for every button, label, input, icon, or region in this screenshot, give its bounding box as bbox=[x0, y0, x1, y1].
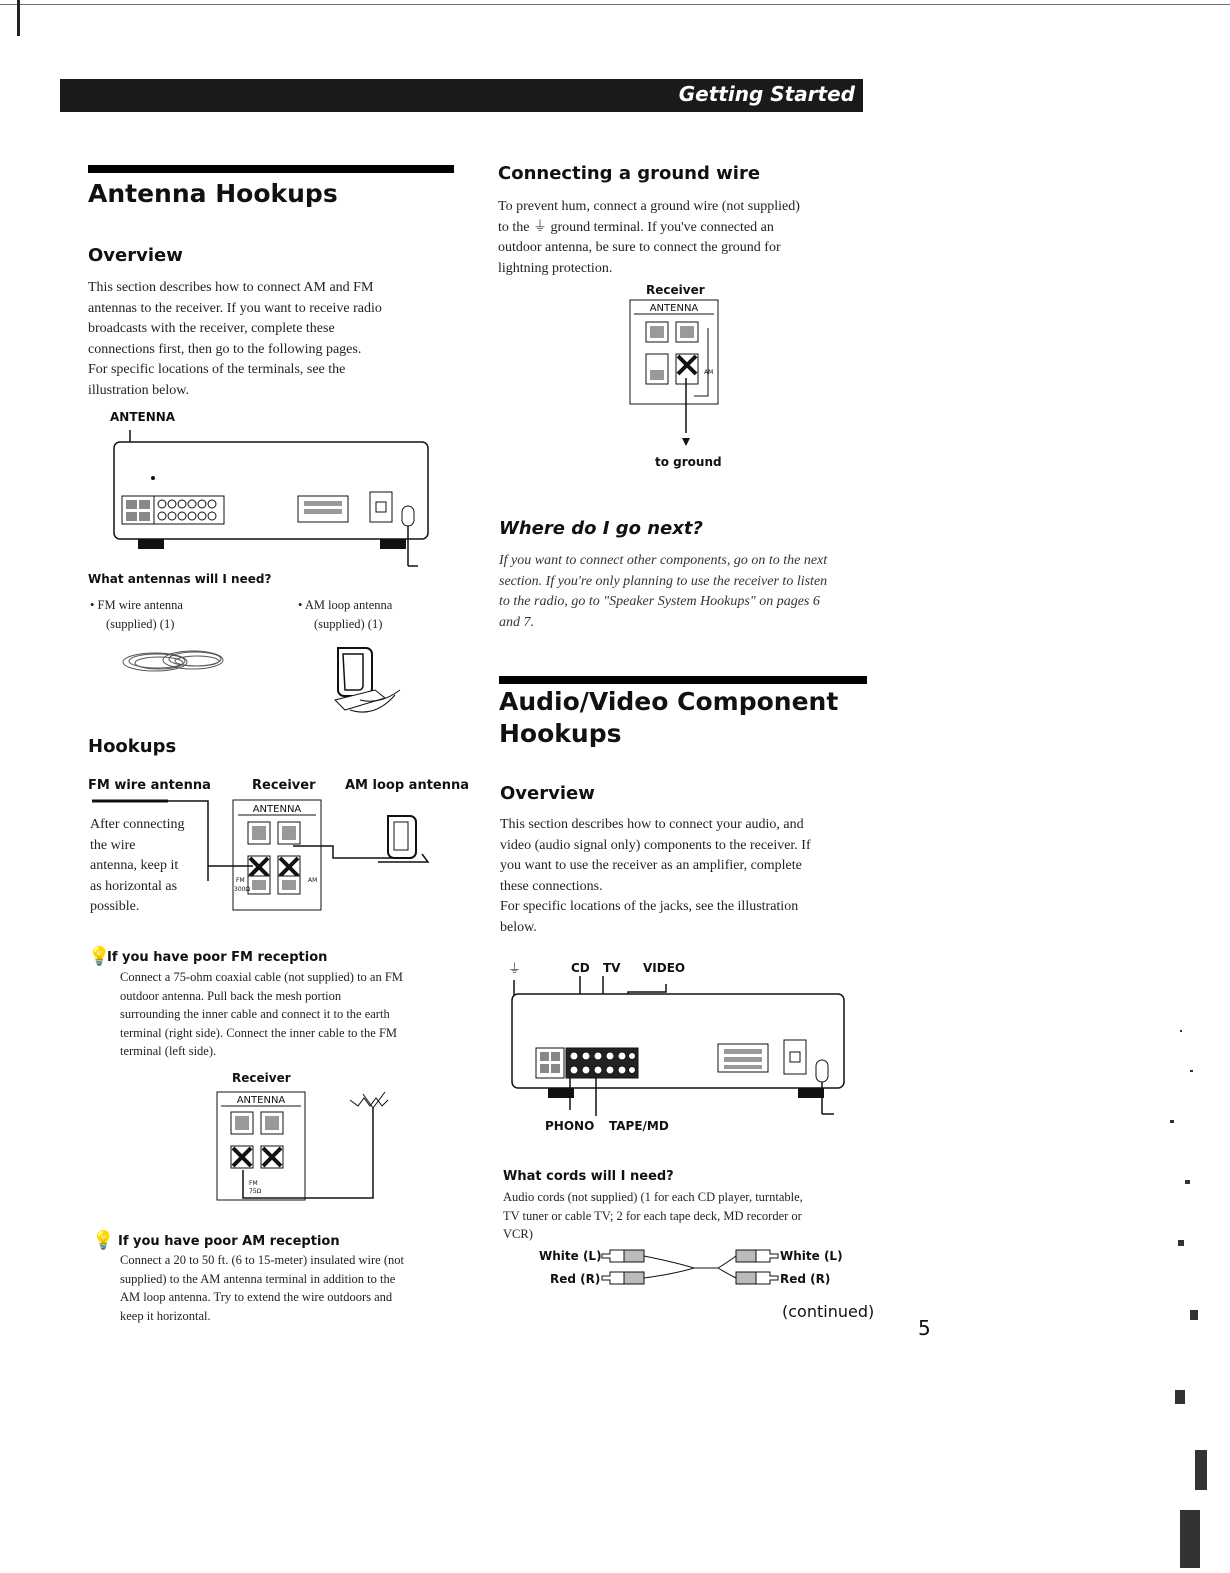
to-ground-label: to ground bbox=[655, 455, 722, 469]
cords-heading: What cords will I need? bbox=[503, 1169, 674, 1184]
title-rule-right bbox=[499, 676, 867, 684]
ground-symbol: ⏚ bbox=[508, 962, 522, 977]
antennas-needed-heading: What antennas will I need? bbox=[88, 572, 272, 586]
antenna-label: ANTENNA bbox=[110, 410, 176, 424]
tip-icon-am: 💡 bbox=[92, 1230, 115, 1250]
poor-fm-receiver-label: Receiver bbox=[232, 1071, 291, 1085]
hookup-panel-label: ANTENNA bbox=[252, 804, 302, 815]
cord-white-right-label: White (L) bbox=[780, 1249, 843, 1263]
av-overview-text: This section describes how to connect your audio, and video (audio signal only) components to the receiver. If you want to use the receiver as an amplifier, complete these connections. For specific locations of the jacks, see the illustration below. bbox=[500, 817, 811, 935]
title-rule-left bbox=[88, 165, 454, 173]
page-title: Antenna Hookups bbox=[88, 179, 338, 208]
jack-tape-label: TAPE/MD bbox=[609, 1119, 669, 1133]
top-edge-line bbox=[0, 0, 1230, 5]
poor-am-text: Connect a 20 to 50 ft. (6 to 15-meter) insulated wire (not supplied) to the AM antenna terminal in addition to the AM loop antenna. Try to extend the wire outdoors and keep it horizontal. bbox=[120, 1253, 404, 1323]
jack-cd-label: CD bbox=[571, 961, 590, 975]
left-edge-mark bbox=[17, 0, 20, 36]
hookup-am-label: AM loop antenna bbox=[345, 778, 470, 793]
svg-text:ANTENNA: ANTENNA bbox=[236, 1095, 286, 1106]
tip-icon-fm: 💡 bbox=[88, 946, 111, 966]
svg-text:FM: FM bbox=[236, 877, 245, 884]
av-receiver-illustration bbox=[508, 976, 853, 1116]
need-item-fm: • FM wire antenna (supplied) (1) bbox=[90, 598, 183, 631]
hookup-diagram bbox=[88, 796, 448, 916]
svg-text:300Ω: 300Ω bbox=[234, 886, 251, 893]
next-heading: Where do I go next? bbox=[499, 518, 703, 539]
poor-fm-heading: If you have poor FM reception bbox=[107, 950, 328, 965]
scan-edge-noise bbox=[1150, 1010, 1225, 1568]
section-label: Getting Started bbox=[678, 82, 855, 106]
hookup-receiver-label: Receiver bbox=[252, 778, 316, 793]
next-text: If you want to connect other components, go on to the next section. If you're only planning to use the receiver to listen to the radio, go to "Speaker System Hookups" on pages 6 and 7. bbox=[499, 553, 828, 630]
svg-text:AM: AM bbox=[308, 877, 318, 884]
svg-text:ANTENNA: ANTENNA bbox=[649, 303, 699, 314]
am-loop-antenna-icon bbox=[330, 640, 405, 720]
jack-video-label: VIDEO bbox=[643, 961, 686, 975]
continued-label: (continued) bbox=[782, 1302, 875, 1321]
hookup-text: After connecting the wire antenna, keep it as horizontal as possible. bbox=[90, 817, 185, 914]
receiver-rear-illustration bbox=[108, 426, 438, 571]
ground-receiver-label: Receiver bbox=[646, 283, 705, 297]
poor-fm-text: Connect a 75-ohm coaxial cable (not supplied) to an FM outdoor antenna. Pull back the mesh portion surrounding the inner cable and connect it to the earth terminal (right side). Connect the inner cable to the FM terminal (left side). bbox=[120, 970, 403, 1058]
poor-am-heading: If you have poor AM reception bbox=[118, 1234, 340, 1249]
svg-text:FM: FM bbox=[249, 1180, 258, 1187]
hookup-fm-label: FM wire antenna bbox=[88, 778, 211, 793]
cord-red-left-label: Red (R) bbox=[550, 1272, 601, 1286]
svg-text:AM: AM bbox=[704, 369, 714, 376]
fm-wire-antenna-icon bbox=[115, 640, 235, 680]
poor-fm-diagram bbox=[215, 1090, 415, 1205]
svg-text:75Ω: 75Ω bbox=[249, 1188, 262, 1195]
hookups-heading: Hookups bbox=[88, 736, 177, 757]
av-overview-heading: Overview bbox=[500, 783, 595, 804]
jack-phono-label: PHONO bbox=[545, 1119, 595, 1133]
av-title: Audio/Video Component Hookups bbox=[499, 687, 839, 748]
audio-cord-illustration bbox=[600, 1244, 780, 1290]
need-item-am: • AM loop antenna (supplied) (1) bbox=[298, 598, 393, 631]
overview-heading: Overview bbox=[88, 245, 183, 266]
header-band bbox=[60, 79, 863, 112]
cord-white-left-label: White (L) bbox=[539, 1249, 602, 1263]
page-number: 5 bbox=[918, 1316, 931, 1340]
ground-text: To prevent hum, connect a ground wire (not supplied) to the ⏚ ground terminal. If you've connected an outdoor antenna, be sure to connect the ground for lightning protection. bbox=[498, 199, 800, 276]
jack-tv-label: TV bbox=[603, 961, 621, 975]
ground-diagram bbox=[628, 298, 728, 453]
overview-text: This section describes how to connect AM and FM antennas to the receiver. If you want to receive radio broadcasts with the receiver, complete these connections first, then go to the following pages. For specific locations of the terminals, see the illustration below. bbox=[88, 280, 382, 398]
cord-red-right-label: Red (R) bbox=[780, 1272, 831, 1286]
cords-text: Audio cords (not supplied) (1 for each CD player, turntable, TV tuner or cable TV; 2 for each tape deck, MD recorder or VCR) bbox=[503, 1190, 803, 1241]
ground-heading: Connecting a ground wire bbox=[498, 163, 761, 184]
